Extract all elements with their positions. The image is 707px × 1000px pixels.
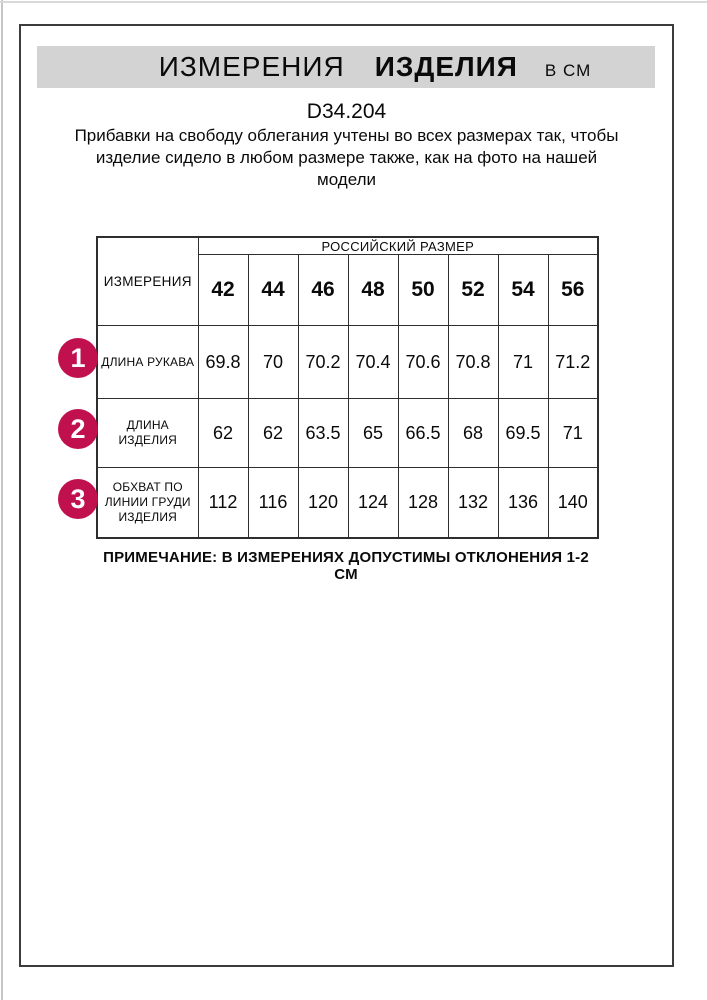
title-units: В СМ [544,61,592,80]
fit-description-line-1: Прибавки на свободу облегания учтены во всех размерах так, чтобы [74,126,619,145]
table-row-group-header [97,237,598,255]
value-cell: 71 [548,399,598,468]
size-cell: 48 [348,255,398,326]
value-cell: 116 [248,468,298,539]
fit-description-line-2: изделие сидело в любом размере также, как на фото на нашей [95,148,598,167]
table-row-chest-girth [97,468,598,539]
product-code: D34.204 [306,100,387,123]
size-cell: 42 [198,255,248,326]
value-cell: 69.5 [498,399,548,468]
value-cell: 62 [248,399,298,468]
value-cell: 68 [448,399,498,468]
corner-header-cell: ИЗМЕРЕНИЯ [97,237,198,326]
size-table [96,236,599,539]
title-measurements: ИЗМЕРЕНИЯ [158,51,345,82]
scan-edge-left [1,0,3,1000]
size-cell: 44 [248,255,298,326]
row-marker-1-badge: 1 [58,338,98,378]
row-label-sleeve-length: ДЛИНА РУКАВА [97,326,198,399]
value-cell: 69.8 [198,326,248,399]
size-cell: 46 [298,255,348,326]
fit-description-line-3: модели [317,170,376,189]
value-cell: 66.5 [398,399,448,468]
value-cell: 71.2 [548,326,598,399]
value-cell: 132 [448,468,498,539]
row-marker-2-badge: 2 [58,409,98,449]
value-cell: 62 [198,399,248,468]
tolerance-note: ПРИМЕЧАНИЕ: В ИЗМЕРЕНИЯХ ДОПУСТИМЫ ОТКЛОНЕНИЯ 1-2 СМ [103,549,589,583]
value-cell: 65 [348,399,398,468]
value-cell: 71 [498,326,548,399]
value-cell: 70.4 [348,326,398,399]
scan-edge-top [0,1,707,3]
row-label-chest-girth: ОБХВАТ ПО ЛИНИИ ГРУДИ ИЗДЕЛИЯ [97,468,198,539]
title-bar [37,46,655,88]
value-cell: 112 [198,468,248,539]
row-label-garment-length: ДЛИНА ИЗДЕЛИЯ [97,399,198,468]
size-cell: 52 [448,255,498,326]
value-cell: 70.6 [398,326,448,399]
value-cell: 124 [348,468,398,539]
value-cell: 70 [248,326,298,399]
value-cell: 70.8 [448,326,498,399]
value-cell: 140 [548,468,598,539]
table-row-sleeve-length [97,326,598,399]
size-cell: 50 [398,255,448,326]
value-cell: 63.5 [298,399,348,468]
value-cell: 120 [298,468,348,539]
fit-description [19,125,674,191]
title-product: ИЗДЕЛИЯ [374,51,518,82]
size-cell: 56 [548,255,598,326]
value-cell: 136 [498,468,548,539]
size-cell: 54 [498,255,548,326]
row-marker-3-badge: 3 [58,479,98,519]
value-cell: 70.2 [298,326,348,399]
table-row-garment-length [97,399,598,468]
russian-size-header-cell: РОССИЙСКИЙ РАЗМЕР [198,237,598,255]
value-cell: 128 [398,468,448,539]
